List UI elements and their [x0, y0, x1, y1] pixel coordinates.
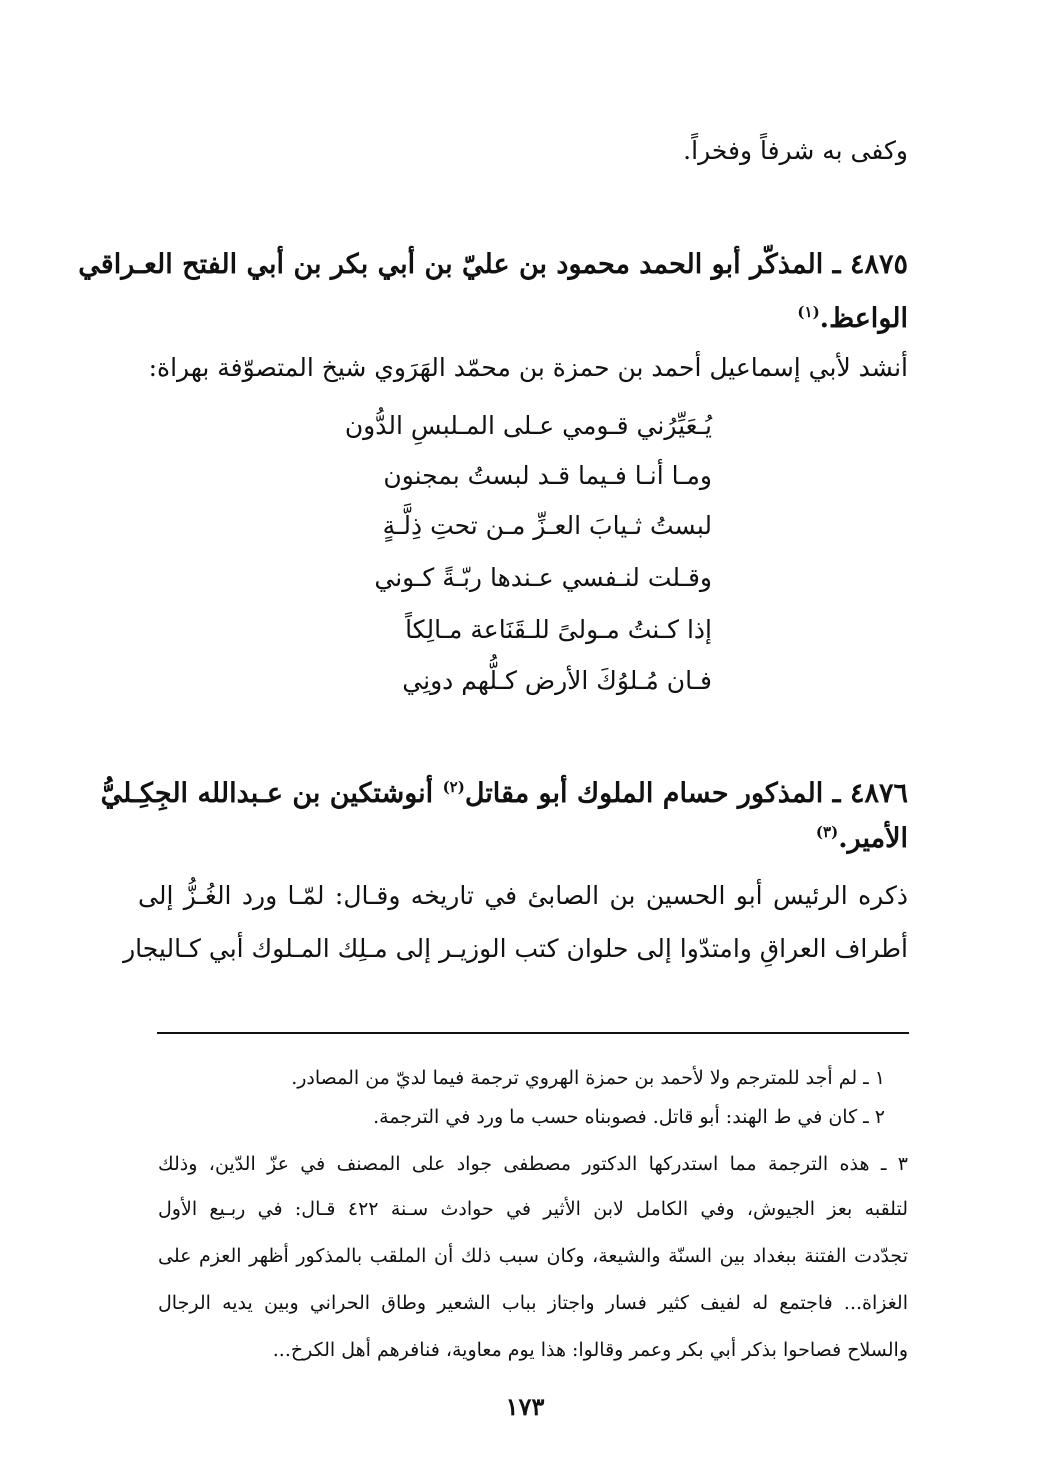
footnote-3-line1: ٣ ـ هذه الترجمة مما استدركها الدكتور مصطفى جواد على المصنف في عزّ الدّين، وذلك: [158, 1153, 908, 1175]
verse-line-1: يُـعَيِّرُني قـومي عـلى المـلبسِ الدُّون: [344, 411, 712, 440]
footnote-divider: [157, 1032, 909, 1034]
page-number: ١٧٣: [505, 1392, 545, 1421]
footnote-ref-3[interactable]: (٣): [815, 823, 839, 841]
footnote-2: ٢ ـ كان في ط الهند: أبو قاتل. فصوبناه حسب ما ورد في الترجمة.: [373, 1106, 885, 1128]
entry-4876-heading-line2: [816, 815, 908, 856]
footnote-3-line2: لتلقبه بعز الجيوش، وفي الكامل لابن الأثير في حوادث سـنة ٤٢٢ قـال: في ربـيع الأول: [158, 1198, 908, 1220]
entry-4876-body-line1: ذكره الرئيس أبو الحسين بن الصابئ في تاريخه وقـال: لمّـا ورد الغُـزُّ إلى: [138, 881, 908, 910]
footnote-3-line4: الغزاة... فاجتمع له لفيف كثير فسار واجتاز بباب الشعير وطاق الحراني وبين يديه الرجال: [158, 1292, 908, 1314]
entry-4875-intro: أنشد لأبي إسماعيل أحمد بن حمزة بن محمّد الهَرَوي شيخ المتصوّفة بهراة:: [148, 353, 908, 382]
entry-4875-heading-line1: ٤٨٧٥ ـ المذكّر أبو الحمد محمود بن عليّ بن أبي بكر بن أبي الفتح العـراقي: [78, 249, 908, 280]
verse-line-3: لبستُ ثـيابَ العـزِّ مـن تحتِ ذِلَّـةٍ: [382, 511, 712, 540]
verse-line-4: وقـلت لنـفسي عـندها ربّـةً كـوني: [374, 563, 712, 592]
footnote-ref-2[interactable]: (٢): [442, 778, 465, 796]
entry-4875-heading-title-end: الواعظ.: [819, 303, 908, 334]
continuation-line: وكفى به شرفاً وفخراً.: [683, 136, 908, 165]
entry-4876-heading-part-b: أنوشتكين بن عـبدالله الجِكِـليُّ: [100, 778, 443, 809]
entry-4876-heading-part-a: ٤٨٧٦ ـ المذكور حسام الملوك أبو مقاتل: [464, 778, 908, 809]
entry-4875-heading-line2: [797, 295, 908, 336]
entry-4876-body-line2: أطراف العراقِ وامتدّوا إلى حلوان كتب الوزيـر إلى مـلِك المـلوك أبي كـاليجار: [123, 934, 908, 963]
verse-line-2: ومـا أنـا فـيما قـد لبستُ بمجنون: [383, 461, 712, 490]
footnote-3-line3: تجدّدت الفتنة ببغداد بين السنّة والشيعة، وكان سبب ذلك أن الملقب بالمذكور أظهر العزم على: [158, 1245, 908, 1267]
verse-line-6: فـان مُـلوُكَ الأرض كـلُّهم دونِي: [402, 666, 712, 695]
footnote-ref-1[interactable]: (١): [797, 303, 820, 321]
verse-line-5: إذا كـنتُ مـولىً للـقَنَاعة مـالِكاً: [405, 615, 712, 644]
footnote-1: ١ ـ لم أجد للمترجم ولا لأحمد بن حمزة الهروي ترجمة فيما لديّ من المصادر.: [291, 1067, 885, 1089]
footnote-3-line5: والسلاح فصاحوا بذكر أبي بكر وعمر وقالوا: هذا يوم معاوية، فنافرهم أهل الكرخ...: [272, 1339, 908, 1361]
entry-4876-heading-title-end: الأمير.: [838, 823, 908, 854]
entry-4876-heading-line1: [101, 770, 908, 811]
